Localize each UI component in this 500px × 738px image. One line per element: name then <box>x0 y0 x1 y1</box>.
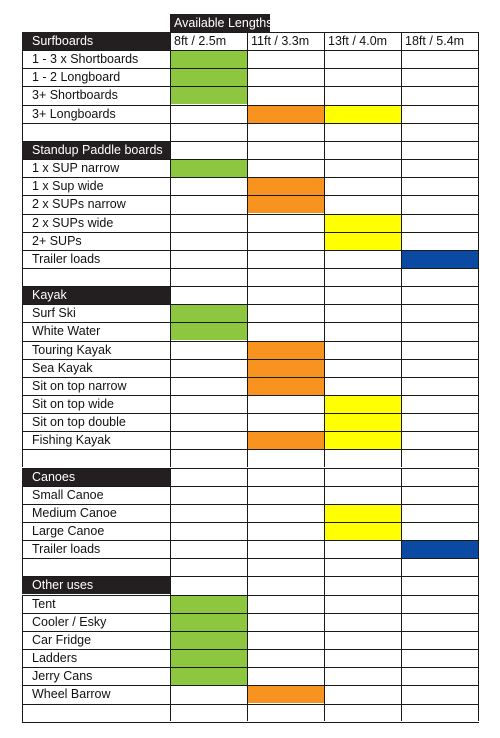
grid-line <box>22 159 23 286</box>
length-fill-green <box>170 50 247 68</box>
grid-line <box>22 159 479 160</box>
grid-line <box>170 141 171 286</box>
length-fill-orange <box>247 377 324 395</box>
row-label: 2 x SUPs narrow <box>32 197 126 211</box>
row-label: Cooler / Esky <box>32 615 107 629</box>
row-label: Large Canoe <box>32 524 105 538</box>
grid-line <box>247 32 248 141</box>
grid-line <box>324 32 325 141</box>
length-fill-green <box>170 86 247 104</box>
grid-line <box>22 123 479 124</box>
section-title: Kayak <box>32 288 67 302</box>
grid-line <box>478 576 479 721</box>
length-fill-yellow <box>324 232 401 250</box>
grid-line <box>22 377 479 378</box>
grid-line <box>247 576 248 721</box>
section-title: Surfboards <box>32 34 94 48</box>
grid-line <box>22 268 479 269</box>
grid-line <box>22 341 479 342</box>
grid-line <box>22 322 479 323</box>
grid-line <box>170 576 171 721</box>
grid-line <box>401 576 402 721</box>
row-label: 1 - 3 x Shortboards <box>32 52 139 66</box>
length-fill-green <box>170 613 247 631</box>
grid-line <box>22 304 23 467</box>
length-fill-green <box>170 322 247 340</box>
section-title: Other uses <box>32 578 94 592</box>
row-label: 2 x SUPs wide <box>32 216 114 230</box>
grid-line <box>22 486 23 577</box>
row-label: Ladders <box>32 651 78 665</box>
grid-line <box>22 431 479 432</box>
row-label: White Water <box>32 324 101 338</box>
grid-line <box>22 359 479 360</box>
grid-line <box>170 468 171 577</box>
row-label: 1 x SUP narrow <box>32 161 120 175</box>
length-fill-orange <box>247 105 324 123</box>
column-header-4: 18ft / 5.4m <box>405 34 465 48</box>
row-label: 1 - 2 Longboard <box>32 70 121 84</box>
grid-line <box>22 395 479 396</box>
grid-line <box>478 141 479 286</box>
length-fill-blue <box>401 540 478 558</box>
grid-line <box>22 486 479 487</box>
length-fill-green <box>170 649 247 667</box>
grid-line <box>401 286 402 467</box>
length-fill-green <box>170 631 247 649</box>
grid-line <box>22 522 479 523</box>
grid-line <box>22 649 479 650</box>
row-label: Surf Ski <box>32 306 76 320</box>
length-fill-yellow <box>324 522 401 540</box>
length-fill-orange <box>247 431 324 449</box>
grid-line <box>22 86 479 87</box>
grid-line <box>324 286 325 467</box>
length-fill-yellow <box>324 214 401 232</box>
row-label: Touring Kayak <box>32 343 112 357</box>
length-fill-yellow <box>324 413 401 431</box>
length-fill-blue <box>401 250 478 268</box>
row-label: Fishing Kayak <box>32 433 111 447</box>
section-title: Standup Paddle boards <box>32 143 163 157</box>
grid-line <box>324 141 325 286</box>
grid-line <box>170 286 171 467</box>
grid-line <box>401 468 402 577</box>
grid-line <box>22 68 479 69</box>
grid-line <box>22 214 479 215</box>
grid-line <box>247 468 248 577</box>
row-label: Jerry Cans <box>32 669 93 683</box>
grid-line <box>22 540 479 541</box>
grid-line <box>22 177 479 178</box>
length-fill-green <box>170 667 247 685</box>
length-fill-orange <box>247 685 324 703</box>
length-fill-green <box>170 595 247 613</box>
grid-line <box>324 576 325 721</box>
length-fill-green <box>170 68 247 86</box>
length-fill-orange <box>247 177 324 195</box>
row-label: Sit on top narrow <box>32 379 127 393</box>
length-fill-yellow <box>324 431 401 449</box>
row-label: 1 x Sup wide <box>32 179 104 193</box>
grid-line <box>22 704 479 705</box>
grid-line <box>401 141 402 286</box>
grid-line <box>22 595 23 722</box>
column-header-1: 8ft / 2.5m <box>174 34 227 48</box>
row-label: Sit on top wide <box>32 397 114 411</box>
row-label: Trailer loads <box>32 252 101 266</box>
length-fill-orange <box>247 341 324 359</box>
grid-line <box>22 50 23 141</box>
length-fill-green <box>170 159 247 177</box>
length-fill-green <box>170 304 247 322</box>
length-fill-yellow <box>324 504 401 522</box>
grid-line <box>22 232 479 233</box>
row-label: 2+ SUPs <box>32 234 82 248</box>
grid-line <box>170 32 171 141</box>
grid-line <box>22 449 479 450</box>
row-label: Car Fridge <box>32 633 92 647</box>
grid-line <box>22 195 479 196</box>
grid-line <box>478 32 479 141</box>
available-lengths-title: Available Lengths <box>174 16 273 30</box>
grid-line <box>22 722 479 723</box>
grid-line <box>478 286 479 467</box>
grid-line <box>478 468 479 577</box>
row-label: Sea Kayak <box>32 361 93 375</box>
grid-line <box>22 504 479 505</box>
grid-line <box>22 105 479 106</box>
grid-line <box>22 558 479 559</box>
row-label: 3+ Shortboards <box>32 88 118 102</box>
grid-line <box>22 685 479 686</box>
grid-line <box>22 50 479 51</box>
column-header-2: 11ft / 3.3m <box>251 34 310 48</box>
length-fill-yellow <box>324 395 401 413</box>
column-header-3: 13ft / 4.0m <box>328 34 388 48</box>
row-label: Wheel Barrow <box>32 687 111 701</box>
grid-line <box>247 286 248 467</box>
grid-line <box>247 141 248 286</box>
row-label: Medium Canoe <box>32 506 117 520</box>
row-label: Sit on top double <box>32 415 126 429</box>
grid-line <box>22 413 479 414</box>
grid-line <box>22 613 479 614</box>
grid-line <box>22 631 479 632</box>
section-title: Canoes <box>32 470 76 484</box>
row-label: Trailer loads <box>32 542 101 556</box>
grid-line <box>401 32 402 141</box>
length-fill-yellow <box>324 105 401 123</box>
grid-line <box>324 468 325 577</box>
grid-line <box>22 667 479 668</box>
grid-line <box>22 250 479 251</box>
grid-line <box>22 595 479 596</box>
grid-line <box>22 304 479 305</box>
length-fill-orange <box>247 359 324 377</box>
row-label: 3+ Longboards <box>32 107 116 121</box>
length-fill-orange <box>247 195 324 213</box>
row-label: Small Canoe <box>32 488 104 502</box>
row-label: Tent <box>32 597 56 611</box>
